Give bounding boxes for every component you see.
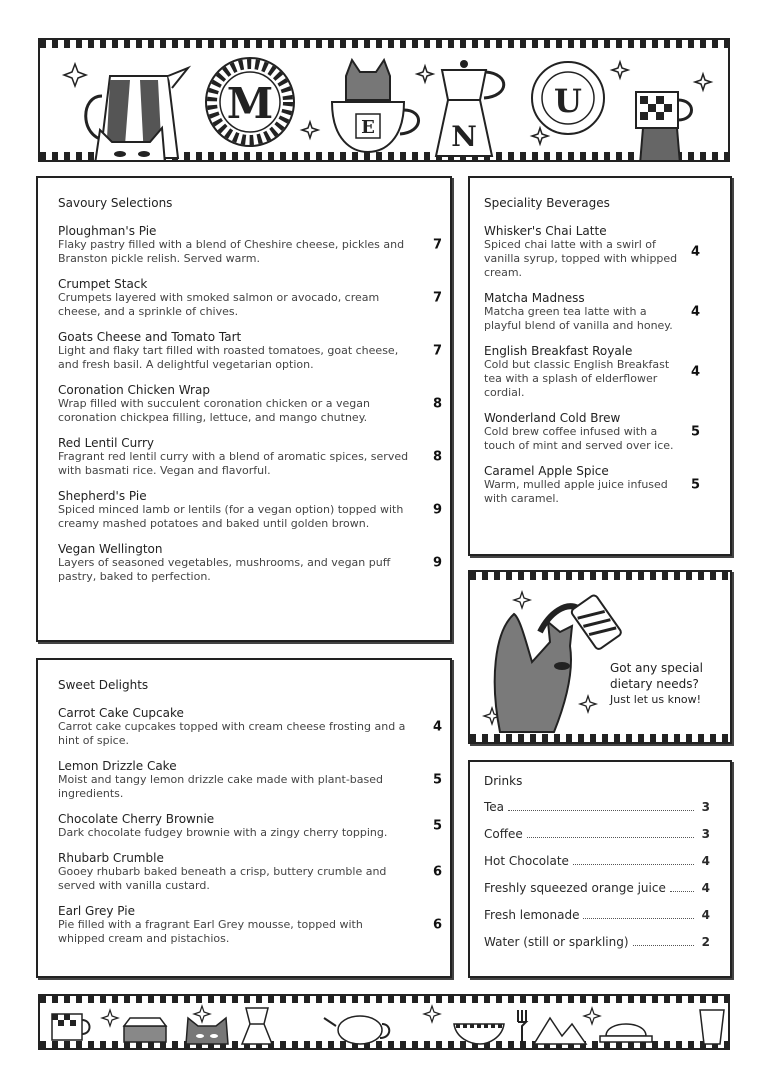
dot-leader xyxy=(633,945,694,946)
menu-item xyxy=(58,542,450,584)
sweet-panel xyxy=(36,658,452,978)
item-price: 9 xyxy=(432,502,442,518)
drink-name: Tea xyxy=(484,800,505,814)
item-price: 8 xyxy=(432,449,442,465)
dot-leader xyxy=(573,864,694,865)
menu-item xyxy=(484,224,730,280)
bowl-icon xyxy=(454,1024,504,1044)
item-price: 5 xyxy=(432,772,442,788)
menu-item xyxy=(58,277,450,319)
item-desc: Moist and tangy lemon drizzle cake made with plant-based ingredients. xyxy=(58,773,383,800)
menu-item xyxy=(58,489,450,531)
item-desc: Flaky pastry filled with a blend of Cheshire cheese, pickles and Branston pickle relish. Served warm. xyxy=(58,238,405,265)
menu-item xyxy=(484,291,730,333)
drinks-title: Drinks xyxy=(484,774,523,788)
footer-illustration xyxy=(40,996,730,1050)
drink-row xyxy=(484,908,710,922)
item-name: Earl Grey Pie xyxy=(58,904,135,918)
item-desc: Spiced minced lamb or lentils (for a vegan option) topped with creamy mashed potatoes and baked until golden brown. xyxy=(58,503,404,530)
sweet-title: Sweet Delights xyxy=(58,678,149,692)
drinks-panel xyxy=(468,760,732,978)
drink-price: 3 xyxy=(701,800,710,814)
item-price: 4 xyxy=(432,719,442,735)
moka-pot-icon xyxy=(242,1008,272,1044)
item-price: 4 xyxy=(690,244,700,260)
menu-item xyxy=(58,759,450,801)
speciality-title: Speciality Beverages xyxy=(484,196,610,210)
drink-row xyxy=(484,935,710,949)
item-desc: Warm, mulled apple juice infused with caramel. xyxy=(484,478,668,505)
item-desc: Gooey rhubarb baked beneath a crisp, buttery crumble and served with vanilla custard. xyxy=(58,865,387,892)
item-desc: Cold but classic English Breakfast tea with a splash of elderflower cordial. xyxy=(484,358,670,399)
item-desc: Cold brew coffee infused with a touch of mint and served over ice. xyxy=(484,425,674,452)
drink-name: Water (still or sparkling) xyxy=(484,935,629,949)
dietary-note-panel xyxy=(468,570,732,744)
item-price: 5 xyxy=(432,818,442,834)
letter-m: M xyxy=(226,79,274,128)
item-name: Ploughman's Pie xyxy=(58,224,157,238)
item-desc: Crumpets layered with smoked salmon or avocado, cream cheese, and a sprinkle of chives. xyxy=(58,291,380,318)
menu-item xyxy=(58,330,450,372)
drink-price: 2 xyxy=(701,935,710,949)
item-desc: Wrap filled with succulent coronation chicken or a vegan coronation chickpea filling, lettuce, and mango chutney. xyxy=(58,397,370,424)
item-name: Chocolate Cherry Brownie xyxy=(58,812,215,826)
menu-item xyxy=(484,344,730,400)
menu-item xyxy=(58,706,450,748)
item-desc: Spiced chai latte with a swirl of vanilla syrup, topped with whipped cream. xyxy=(484,238,678,279)
item-price: 7 xyxy=(432,290,442,306)
item-price: 9 xyxy=(432,555,442,571)
item-price: 4 xyxy=(690,364,700,380)
cat-icon xyxy=(186,1018,228,1044)
drink-row xyxy=(484,881,710,895)
savoury-title: Savoury Selections xyxy=(58,196,173,210)
cat-drinking-illustration xyxy=(470,572,732,744)
note-line-2: dietary needs? xyxy=(610,677,699,691)
note-line-1: Got any special xyxy=(610,661,703,675)
menu-item xyxy=(58,904,450,946)
header-banner xyxy=(38,38,730,162)
letter-n: N xyxy=(451,120,477,153)
moka-pot-icon xyxy=(436,60,504,156)
drink-name: Freshly squeezed orange juice xyxy=(484,881,666,895)
item-desc: Matcha green tea latte with a playful blend of vanilla and honey. xyxy=(484,305,673,332)
hand-with-mug-icon xyxy=(636,92,692,162)
drink-name: Coffee xyxy=(484,827,523,841)
speciality-panel xyxy=(468,176,732,556)
item-desc: Carrot cake cupcakes topped with cream cheese frosting and a hint of spice. xyxy=(58,720,406,747)
drink-row xyxy=(484,827,710,841)
menu-item xyxy=(484,464,730,506)
letter-u: U xyxy=(554,82,582,120)
dot-leader xyxy=(583,918,694,919)
item-price: 7 xyxy=(432,237,442,253)
item-desc: Light and flaky tart filled with roasted tomatoes, goat cheese, and fresh basil. A delightful vegetarian option. xyxy=(58,344,399,371)
menu-item xyxy=(484,411,730,453)
drink-name: Hot Chocolate xyxy=(484,854,569,868)
mug-icon xyxy=(52,1014,90,1040)
item-name: Goats Cheese and Tomato Tart xyxy=(58,330,242,344)
footer-banner xyxy=(38,994,730,1050)
cat-in-cup-icon xyxy=(332,60,419,152)
note-line-3: Just let us know! xyxy=(610,693,702,706)
jug-icon xyxy=(700,1010,724,1044)
item-name: Crumpet Stack xyxy=(58,277,148,291)
letter-e: E xyxy=(361,117,375,138)
drink-row xyxy=(484,800,710,814)
item-name: Wonderland Cold Brew xyxy=(484,411,621,425)
menu-item xyxy=(58,224,450,266)
item-name: Matcha Madness xyxy=(484,291,585,305)
drink-name: Fresh lemonade xyxy=(484,908,580,922)
drink-price: 3 xyxy=(701,827,710,841)
menu-item xyxy=(58,383,450,425)
dot-leader xyxy=(670,891,694,892)
plate-letter-u xyxy=(532,62,604,134)
menu-item xyxy=(58,851,450,893)
item-desc: Fragrant red lentil curry with a blend of aromatic spices, served with basmati rice. Vegan and flavorful. xyxy=(58,450,409,477)
item-name: English Breakfast Royale xyxy=(484,344,633,358)
menu-item xyxy=(58,812,450,840)
item-name: Coronation Chicken Wrap xyxy=(58,383,210,397)
item-desc: Pie filled with a fragrant Earl Grey mousse, topped with whipped cream and pistachios. xyxy=(58,918,363,945)
item-name: Caramel Apple Spice xyxy=(484,464,609,478)
item-price: 4 xyxy=(690,304,700,320)
item-price: 8 xyxy=(432,396,442,412)
drink-row xyxy=(484,854,710,868)
item-desc: Dark chocolate fudgey brownie with a zingy cherry topping. xyxy=(58,826,388,839)
savoury-panel xyxy=(36,176,452,642)
drink-price: 4 xyxy=(701,854,710,868)
banner-illustration xyxy=(40,40,730,162)
item-name: Rhubarb Crumble xyxy=(58,851,164,865)
item-price: 6 xyxy=(432,864,442,880)
butter-dish-icon xyxy=(600,1024,652,1042)
dot-leader xyxy=(527,837,694,838)
item-name: Lemon Drizzle Cake xyxy=(58,759,177,773)
item-price: 5 xyxy=(690,477,700,493)
plate-letter-m xyxy=(206,58,294,146)
item-price: 5 xyxy=(690,424,700,440)
item-name: Shepherd's Pie xyxy=(58,489,147,503)
fork-icon xyxy=(518,1010,526,1046)
drink-price: 4 xyxy=(701,881,710,895)
item-name: Whisker's Chai Latte xyxy=(484,224,607,238)
dot-leader xyxy=(508,810,694,811)
mountain-cake-icon xyxy=(534,1018,586,1044)
item-desc: Layers of seasoned vegetables, mushrooms, and vegan puff pastry, baked to perfection. xyxy=(58,556,391,583)
item-price: 6 xyxy=(432,917,442,933)
menu-item xyxy=(58,436,450,478)
item-name: Red Lentil Curry xyxy=(58,436,155,450)
item-name: Vegan Wellington xyxy=(58,542,163,556)
item-price: 7 xyxy=(432,343,442,359)
item-name: Carrot Cake Cupcake xyxy=(58,706,184,720)
drink-price: 4 xyxy=(701,908,710,922)
teapot-icon xyxy=(324,1016,389,1044)
cake-icon xyxy=(124,1018,166,1042)
